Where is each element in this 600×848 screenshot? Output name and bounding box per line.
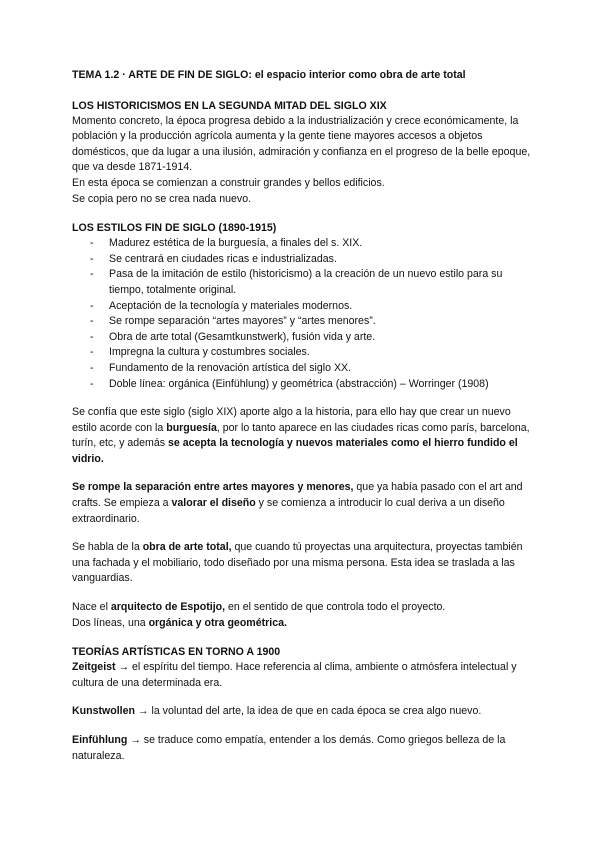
- list-item: - Doble línea: orgánica (Einfühlung) y geométrica (abstracción) – Worringer (1908): [90, 377, 532, 393]
- spacer: [72, 720, 532, 733]
- spacer: [72, 587, 532, 600]
- paragraph-historicismos-3: Se copia pero no se crea nada nuevo.: [72, 192, 252, 205]
- text-run: Se habla de la: [72, 541, 143, 554]
- document-title: TEMA 1.2 · ARTE DE FIN DE SIGLO: el espacio interior como obra de arte total: [72, 69, 466, 81]
- list-item: - Aceptación de la tecnología y materiales modernos.: [90, 299, 532, 315]
- paragraph-burguesia: [72, 405, 532, 467]
- spacer: [72, 631, 532, 644]
- bold-text-run: arquitecto de Espotijo,: [110, 601, 226, 614]
- text-run: en el sentido de que controla todo el proyecto.: [225, 601, 446, 614]
- list-item: - Se centrará en ciudades ricas e industrializadas.: [90, 252, 532, 268]
- spacer: [72, 207, 532, 220]
- list-item: - Obra de arte total (Gesamtkunstwerk), fusión vida y arte.: [90, 330, 532, 346]
- paragraph-einfuhlung: [72, 733, 532, 764]
- section-heading-historicismos: LOS HISTORICISMOS EN LA SEGUNDA MITAD DEL SIGLO XIX: [72, 99, 387, 112]
- paragraph-historicismos-2: En esta época se comienzan a construir grandes y bellos edificios.: [72, 176, 385, 189]
- section-heading-estilos: LOS ESTILOS FIN DE SIGLO (1890-1915): [72, 222, 277, 235]
- text-run: que ya había pasado con el art and crafts. Se empieza a: [72, 481, 523, 510]
- bold-text-run: se acepta la tecnología y nuevos materiales como el hierro fundido el vidrio.: [72, 437, 518, 465]
- paragraph-separacion: [72, 480, 532, 527]
- paragraph-dos-lineas: [72, 616, 532, 632]
- text-run: → la voluntad del arte, la idea de que en cada época se crea algo nuevo.: [134, 705, 482, 718]
- text-run: , por lo tanto aparece en las ciudades ricas como parís, barcelona, turín, etc, y además: [72, 421, 530, 450]
- list-item: - Pasa de la imitación de estilo (historicismo) a la creación de un nuevo estilo para su tiempo, totalmente original.: [90, 267, 532, 298]
- spacer: [72, 691, 532, 704]
- text-run: → el espíritu del tiempo. Hace referencia al clima, ambiente o atmósfera intelectual y cultura de una determinada era.: [72, 661, 517, 689]
- paragraph-zeitgeist: [72, 660, 532, 691]
- paragraph-arquitecto: [72, 600, 532, 616]
- spacer: [72, 467, 532, 480]
- term-kunstwollen: Kunstwollen: [72, 705, 135, 718]
- term-einfuhlung: Einfühlung: [72, 734, 128, 746]
- text-run: → se traduce como empatía, entender a los demás. Como griegos belleza de la naturaleza.: [72, 734, 506, 762]
- list-item: - Se rompe separación “artes mayores” y “artes menores”.: [90, 314, 532, 330]
- bold-text-run: orgánica y otra geométrica.: [148, 616, 287, 629]
- paragraph-kunstwollen: [72, 704, 532, 720]
- text-run: que cuando tú proyectas una arquitectura, proyectas también una fachada y el mobiliario, todo diseñado por una misma persona. Esta idea se traslada a las vanguardias.: [72, 541, 523, 585]
- list-item: - Fundamento de la renovación artística del siglo XX.: [90, 361, 532, 377]
- paragraph-historicismos-1: Momento concreto, la época progresa debido a la industrialización y crece económicamente, la población y la producción agrícola aumenta y la gente tiene mayores accesos a objetos domésticos, que da lugar a una ilusión, admiración y confianza en el progreso de la belle epoque, que va desde 1871-1914.: [72, 114, 531, 174]
- text-run: y se comienza a introducir lo cual deriva a un diseño extraordinario.: [72, 497, 505, 525]
- list-item: - Impregna la cultura y costumbres sociales.: [90, 345, 532, 361]
- text-run: Dos líneas, una: [72, 616, 149, 629]
- term-zeitgeist: Zeitgeist: [72, 661, 116, 674]
- document-page: [72, 68, 532, 764]
- bold-text-run: Se rompe la separación entre artes mayores y menores,: [72, 481, 354, 494]
- spacer: [72, 392, 532, 405]
- bold-text-run: valorar el diseño: [171, 497, 256, 510]
- spacer: [72, 527, 532, 540]
- bullet-list-estilos: [72, 236, 532, 392]
- text-run: Se confía que este siglo (siglo XIX) aporte algo a la historia, para ello hay que crear un nuevo estilo acorde con la: [72, 406, 511, 434]
- bold-text-run: obra de arte total,: [142, 541, 232, 554]
- paragraph-obra-total: [72, 540, 532, 587]
- bold-text-run: burguesía: [166, 421, 217, 434]
- section-heading-teorias: TEORÍAS ARTÍSTICAS EN TORNO A 1900: [72, 646, 281, 659]
- list-item: - Madurez estética de la burguesía, a finales del s. XIX.: [90, 236, 532, 252]
- text-run: Nace el: [72, 601, 111, 614]
